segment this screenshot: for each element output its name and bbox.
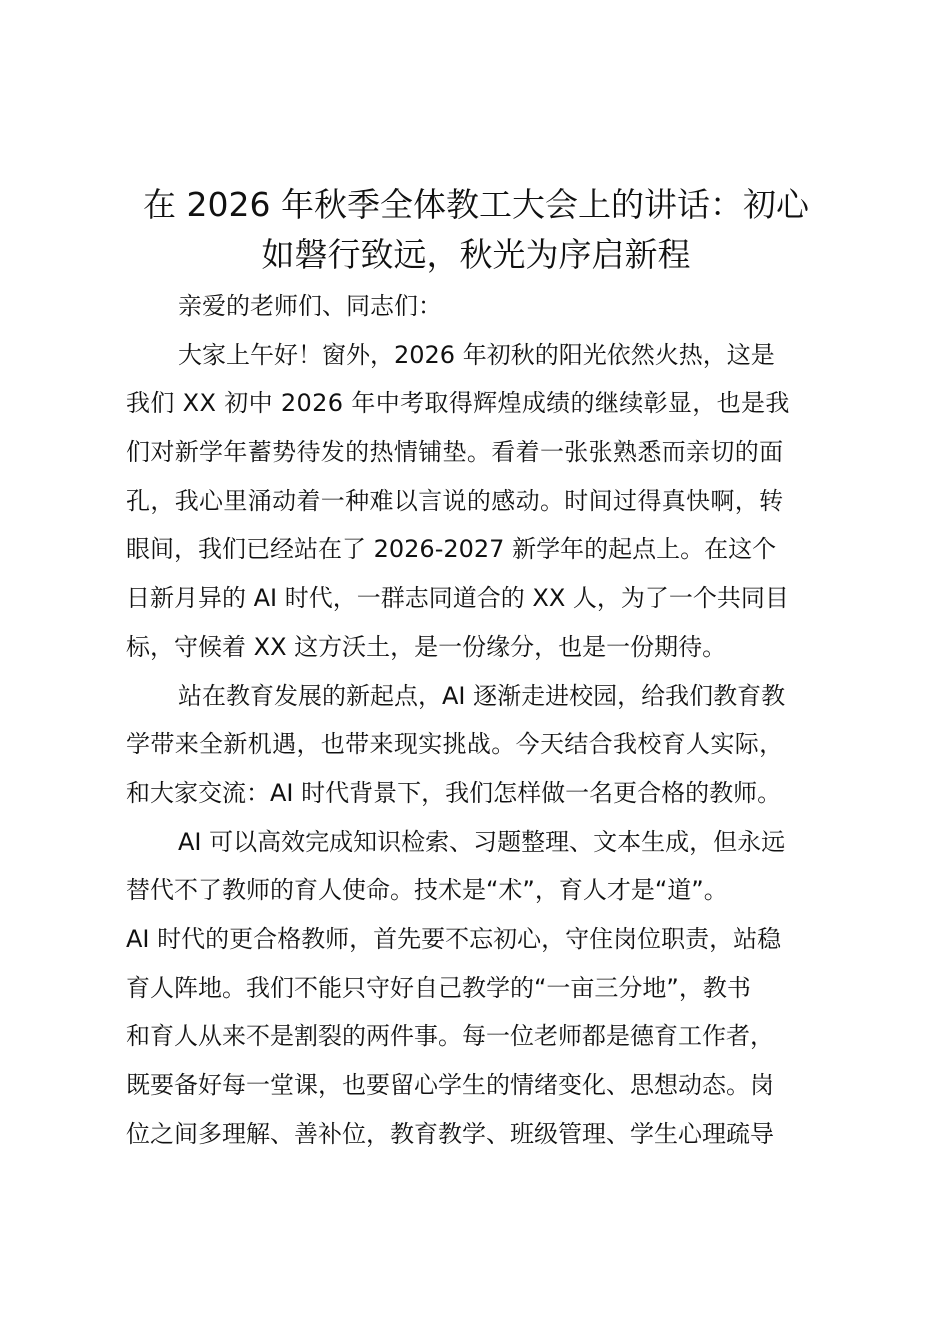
paragraph-line: 日新月异的 AI 时代，一群志同道合的 XX 人，为了一个共同目	[126, 584, 789, 613]
paragraph-line: 育人阵地。我们不能只守好自己教学的“一亩三分地”，教书	[126, 973, 751, 1002]
paragraph-line: 学带来全新机遇，也带来现实挑战。今天结合我校育人实际，	[126, 730, 784, 759]
paragraph-line: 大家上午好！窗外，2026 年初秋的阳光依然火热，这是	[178, 340, 775, 369]
paragraph-line: 孔，我心里涌动着一种难以言说的感动。时间过得真快啊，转	[126, 486, 784, 515]
paragraph-line: 站在教育发展的新起点，AI 逐渐走进校园，给我们教育教	[178, 681, 786, 710]
paragraph-line: 位之间多理解、善补位，教育教学、班级管理、学生心理疏导	[126, 1119, 774, 1148]
speech-body	[126, 282, 836, 1158]
paragraph-line: 既要备好每一堂课，也要留心学生的情绪变化、思想动态。岗	[126, 1071, 774, 1099]
paragraph-line: 和育人从来不是割裂的两件事。每一位老师都是德育工作者，	[126, 1022, 774, 1051]
paragraph-line: 标，守候着 XX 这方沃土，是一份缘分，也是一份期待。	[126, 632, 727, 661]
paragraph-line: 们对新学年蓄势待发的热情铺垫。看着一张张熟悉而亲切的面	[126, 438, 784, 467]
title-line: 如磐行致远，秋光为序启新程	[261, 235, 691, 274]
salutation: 亲爱的老师们、同志们：	[178, 292, 442, 320]
paragraph-line: AI 可以高效完成知识检索、习题整理、文本生成，但永远	[178, 827, 786, 856]
title-line: 在 2026 年秋季全体教工大会上的讲话：初心	[143, 185, 809, 224]
paragraph-line: 我们 XX 初中 2026 年中考取得辉煌成绩的继续彰显，也是我	[126, 389, 790, 418]
paragraph-line: 和大家交流：AI 时代背景下，我们怎样做一名更合格的教师。	[126, 778, 782, 807]
paragraph-line: 替代不了教师的育人使命。技术是“术”，育人才是“道”。	[126, 876, 728, 905]
paragraph-line: 眼间，我们已经站在了 2026-2027 新学年的起点上。在这个	[126, 535, 777, 564]
paragraph-line: AI 时代的更合格教师，首先要不忘初心，守住岗位职责，站稳	[126, 924, 782, 953]
document-title	[126, 180, 826, 280]
